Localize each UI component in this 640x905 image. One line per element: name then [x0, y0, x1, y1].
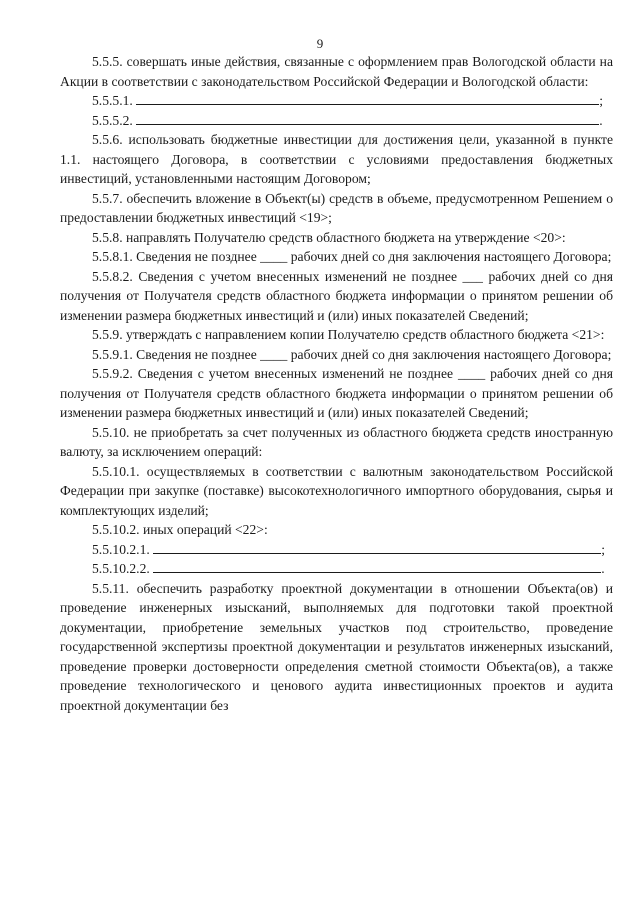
fill-line-end: .	[601, 561, 605, 576]
fill-line-5-5-10-2-1	[60, 540, 613, 560]
blank-line	[136, 113, 599, 125]
paragraph-5-5-9-1: 5.5.9.1. Сведения не позднее ____ рабочих дней со дня заключения настоящего Договора;	[92, 346, 612, 362]
fill-line-label: 5.5.5.2.	[92, 112, 133, 128]
paragraph-5-5-11: 5.5.11. обеспечить разработку проектной документации в отношении Объекта(ов) и проведение инженерных изысканий, выполняемых для подготовки такой проектной документации, приобретение земельных участков под строительство, проведение государственной экспертизы проектной документации и результатов инженерных изысканий, проведение проверки достоверности определения сметной стоимости Объекта(ов), а также проведение технологического и ценового аудита инвестиционных проектов и аудита проектной документации без	[60, 580, 613, 713]
paragraph-5-5-9: 5.5.9. утверждать с направлением копии Получателю средств областного бюджета <21>:	[92, 327, 605, 342]
page-number: 9	[316, 36, 324, 51]
blank-line	[153, 561, 601, 573]
paragraph-5-5-8-2: 5.5.8.2. Сведения с учетом внесенных изменений не позднее ___ рабочих дней со дня получения от Получателя средств областного бюджета информации о принятом решении об изменении размера бюджетных инвестиций и (или) иных показателей Сведений;	[60, 268, 613, 323]
fill-line-label: 5.5.10.2.1.	[92, 541, 150, 557]
paragraph-5-5-6: 5.5.6. использовать бюджетные инвестиции для достижения цели, указанной в пункте 1.1. настоящего Договора, в соответствии с условиями предоставления бюджетных инвестиций, установленными настоящим Договором;	[60, 132, 613, 186]
paragraph-5-5-8-1: 5.5.8.1. Сведения не позднее ____ рабочих дней со дня заключения настоящего Договора;	[92, 249, 612, 264]
paragraph-5-5-8: 5.5.8. направлять Получателю средств областного бюджета на утверждение <20>:	[92, 229, 566, 245]
paragraph-5-5-7: 5.5.7. обеспечить вложение в Объект(ы) средств в объеме, предусмотренном Решением о предоставлении бюджетных инвестиций <19>;	[60, 190, 613, 225]
paragraph-5-5-5: 5.5.5. совершать иные действия, связанные с оформлением прав Вологодской области на Акции в соответствии с законодательством Российской Федерации и Вологодской области:	[60, 54, 613, 89]
paragraph-5-5-10-2: 5.5.10.2. иных операций <22>:	[92, 522, 268, 537]
fill-line-label: 5.5.10.2.2.	[92, 561, 150, 576]
document-body	[60, 52, 613, 715]
fill-line-5-5-5-2	[60, 111, 613, 131]
paragraph-5-5-9-2: 5.5.9.2. Сведения с учетом внесенных изменений не позднее ____ рабочих дней со дня получения от Получателя средств областного бюджета информации о принятом решении об изменении размера бюджетных инвестиций и (или) иных показателей Сведений;	[60, 366, 613, 420]
fill-line-end: ;	[599, 93, 603, 108]
fill-line-end: .	[599, 112, 603, 128]
blank-line	[136, 93, 599, 105]
paragraph-5-5-10: 5.5.10. не приобретать за счет полученных из областного бюджета средств иностранную валюту, за исключением операций:	[60, 424, 613, 459]
fill-line-end: ;	[601, 541, 605, 557]
paragraph-5-5-10-1: 5.5.10.1. осуществляемых в соответствии с валютным законодательством Российской Федерации при закупке (поставке) высокотехнологичного импортного оборудования, сырья и комплектующих изделий;	[60, 463, 613, 518]
fill-line-5-5-5-1	[60, 91, 613, 111]
fill-line-label: 5.5.5.1.	[92, 93, 133, 108]
fill-line-5-5-10-2-2	[60, 559, 613, 579]
blank-line	[153, 542, 601, 554]
